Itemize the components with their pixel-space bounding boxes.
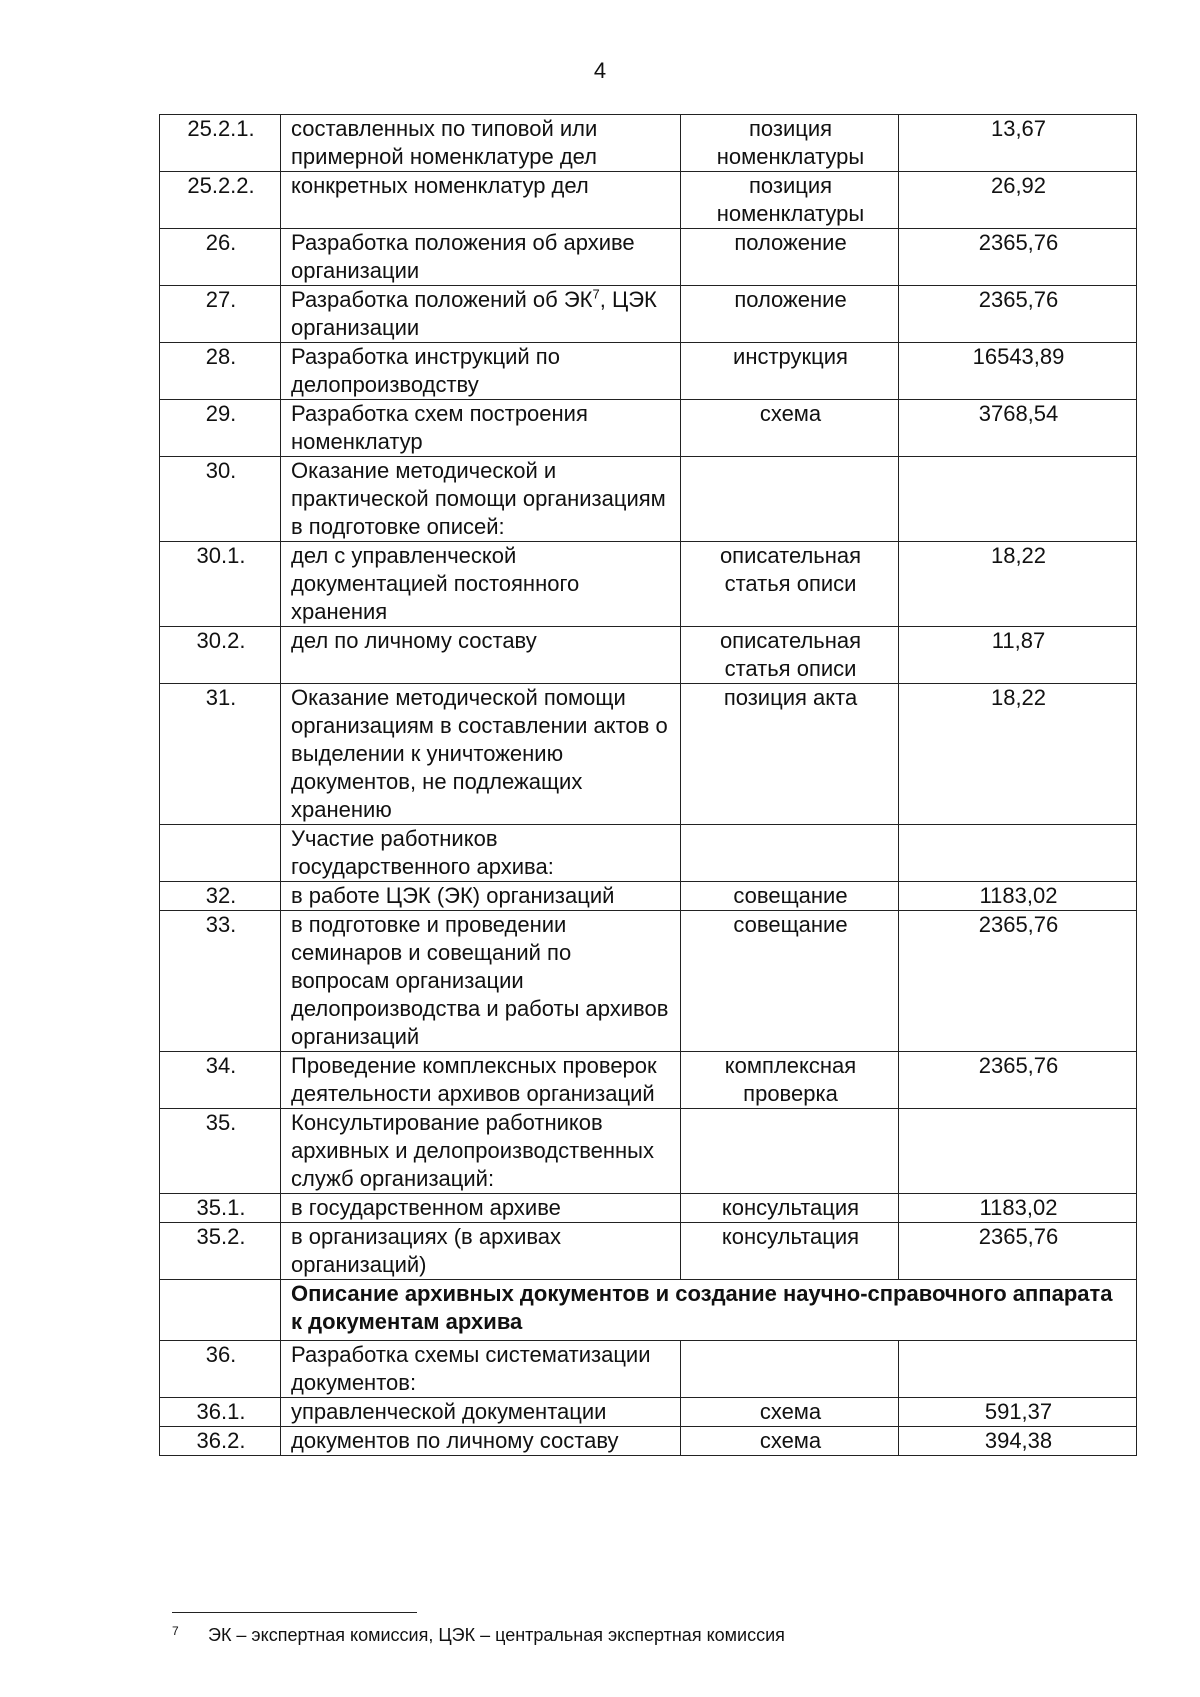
row-price: 2365,76: [899, 1223, 1137, 1280]
row-unit: позиция номенклатуры: [681, 115, 899, 172]
table-row: [160, 400, 1137, 457]
row-number: 34.: [160, 1052, 281, 1109]
table-row: [160, 911, 1137, 1052]
row-name: дел с управленческой документацией постоянного хранения: [281, 542, 681, 627]
row-price: 2365,76: [899, 229, 1137, 286]
table-row: [160, 1398, 1137, 1427]
row-price: 1183,02: [899, 1194, 1137, 1223]
price-table: [159, 114, 1137, 1456]
row-unit: положение: [681, 286, 899, 343]
table-row: [160, 1341, 1137, 1398]
row-number: 30.: [160, 457, 281, 542]
row-name: конкретных номенклатур дел: [281, 172, 681, 229]
row-unit: [681, 457, 899, 542]
row-price: 11,87: [899, 627, 1137, 684]
row-unit: положение: [681, 229, 899, 286]
row-number: 30.1.: [160, 542, 281, 627]
row-unit: совещание: [681, 911, 899, 1052]
table-row: [160, 627, 1137, 684]
row-number: 31.: [160, 684, 281, 825]
table-row: [160, 457, 1137, 542]
table-row: [160, 172, 1137, 229]
row-name: [281, 286, 681, 343]
row-name: документов по личному составу: [281, 1427, 681, 1456]
row-number: 36.1.: [160, 1398, 281, 1427]
row-number: 33.: [160, 911, 281, 1052]
row-name: в государственном архиве: [281, 1194, 681, 1223]
table-row: [160, 1052, 1137, 1109]
row-unit: позиция номенклатуры: [681, 172, 899, 229]
row-number: 25.2.2.: [160, 172, 281, 229]
row-unit: описательная статья описи: [681, 627, 899, 684]
row-number: [160, 1280, 281, 1341]
row-name: Разработка инструкций по делопроизводству: [281, 343, 681, 400]
section-row: [160, 1280, 1137, 1341]
row-number: 26.: [160, 229, 281, 286]
table-row: [160, 684, 1137, 825]
row-name: Разработка положения об архиве организации: [281, 229, 681, 286]
row-number: 35.: [160, 1109, 281, 1194]
row-name: Консультирование работников архивных и делопроизводственных служб организаций:: [281, 1109, 681, 1194]
row-number: 25.2.1.: [160, 115, 281, 172]
row-name: Участие работников государственного архива:: [281, 825, 681, 882]
table-row: [160, 115, 1137, 172]
row-unit: схема: [681, 1427, 899, 1456]
row-price: 26,92: [899, 172, 1137, 229]
row-name: составленных по типовой или примерной номенклатуре дел: [281, 115, 681, 172]
row-name: дел по личному составу: [281, 627, 681, 684]
footnote: [172, 1623, 785, 1647]
section-title: Описание архивных документов и создание научно-справочного аппарата к документам архива: [281, 1280, 1137, 1341]
row-price: 2365,76: [899, 911, 1137, 1052]
row-name: в работе ЦЭК (ЭК) организаций: [281, 882, 681, 911]
row-number: 27.: [160, 286, 281, 343]
table-row: [160, 825, 1137, 882]
footnote-separator: [172, 1612, 417, 1613]
row-price: [899, 457, 1137, 542]
row-name-text: Разработка положений об ЭК: [291, 287, 593, 312]
row-number: 35.2.: [160, 1223, 281, 1280]
row-number: [160, 825, 281, 882]
table-row: [160, 1427, 1137, 1456]
table-row: [160, 1194, 1137, 1223]
row-name: Оказание методической и практической помощи организациям в подготовке описей:: [281, 457, 681, 542]
row-price: 1183,02: [899, 882, 1137, 911]
row-name: управленческой документации: [281, 1398, 681, 1427]
row-name: Разработка схем построения номенклатур: [281, 400, 681, 457]
row-name: Оказание методической помощи организациям в составлении актов о выделении к уничтожению документов, не подлежащих хранению: [281, 684, 681, 825]
page-number: 4: [593, 58, 607, 83]
table-row: [160, 286, 1137, 343]
table-row: [160, 1109, 1137, 1194]
row-price: [899, 1109, 1137, 1194]
row-unit: позиция акта: [681, 684, 899, 825]
row-unit: описательная статья описи: [681, 542, 899, 627]
table-row: [160, 343, 1137, 400]
table-row: [160, 229, 1137, 286]
row-unit: [681, 1109, 899, 1194]
row-number: 36.2.: [160, 1427, 281, 1456]
row-name-text-after: , ЦЭК организации: [291, 287, 657, 340]
row-number: 29.: [160, 400, 281, 457]
row-number: 35.1.: [160, 1194, 281, 1223]
row-price: 2365,76: [899, 286, 1137, 343]
row-price: 394,38: [899, 1427, 1137, 1456]
footnote-mark: 7: [172, 1624, 179, 1638]
row-unit: [681, 825, 899, 882]
row-unit: консультация: [681, 1223, 899, 1280]
row-unit: совещание: [681, 882, 899, 911]
footnote-reference: 7: [592, 286, 600, 302]
row-unit: инструкция: [681, 343, 899, 400]
table-row: [160, 1223, 1137, 1280]
row-price: 18,22: [899, 542, 1137, 627]
row-unit: схема: [681, 1398, 899, 1427]
row-unit: [681, 1341, 899, 1398]
row-name: в подготовке и проведении семинаров и совещаний по вопросам организации делопроизводства и работы архивов организаций: [281, 911, 681, 1052]
row-price: 3768,54: [899, 400, 1137, 457]
row-number: 30.2.: [160, 627, 281, 684]
row-price: 13,67: [899, 115, 1137, 172]
row-price: 591,37: [899, 1398, 1137, 1427]
table-row: [160, 882, 1137, 911]
row-price: 18,22: [899, 684, 1137, 825]
row-price: [899, 825, 1137, 882]
row-unit: консультация: [681, 1194, 899, 1223]
row-price: 16543,89: [899, 343, 1137, 400]
row-number: 28.: [160, 343, 281, 400]
row-name: Проведение комплексных проверок деятельности архивов организаций: [281, 1052, 681, 1109]
row-number: 36.: [160, 1341, 281, 1398]
footnote-text: ЭК – экспертная комиссия, ЦЭК – центральная экспертная комиссия: [208, 1625, 785, 1645]
row-unit: схема: [681, 400, 899, 457]
table-row: [160, 542, 1137, 627]
row-number: 32.: [160, 882, 281, 911]
row-price: 2365,76: [899, 1052, 1137, 1109]
row-name: в организациях (в архивах организаций): [281, 1223, 681, 1280]
row-price: [899, 1341, 1137, 1398]
row-name: Разработка схемы систематизации документов:: [281, 1341, 681, 1398]
row-unit: комплексная проверка: [681, 1052, 899, 1109]
